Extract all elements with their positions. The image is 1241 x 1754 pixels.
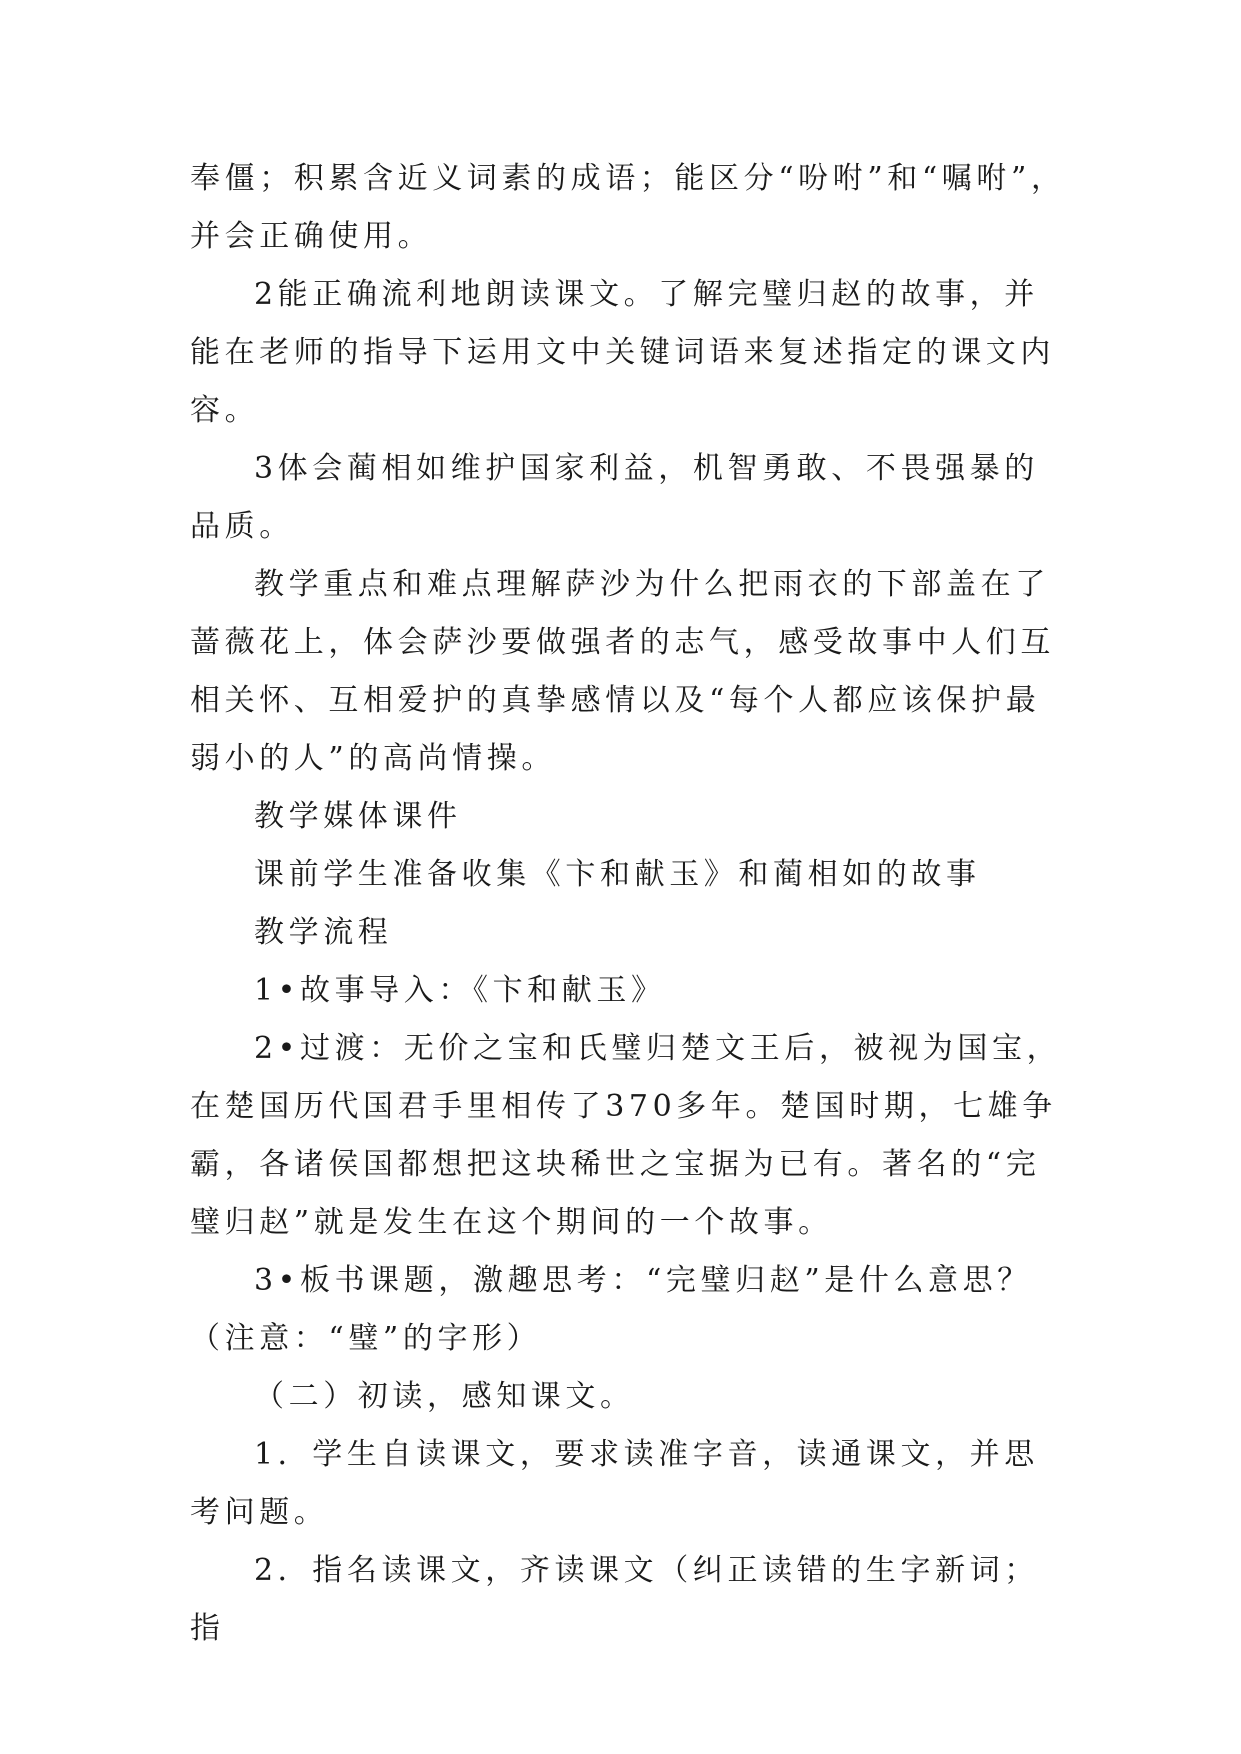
paragraph-9: 2•过渡：无价之宝和氏璧归楚文王后，被视为国宝，在楚国历代国君手里相传了370多年。楚国时期，七雄争霸，各诸侯国都想把这块稀世之宝据为已有。著名的“完璧归赵”就是发生在这个期间的一个故事。: [190, 1031, 1062, 1240]
paragraph-5: 教学媒体课件: [254, 799, 462, 834]
paragraph-1: 奉僵；积累含近义词素的成语；能区分“吩咐”和“嘱咐”，并会正确使用。: [190, 161, 1066, 254]
document-body: [190, 150, 1070, 1658]
paragraph-6: 课前学生准备收集《卞和献玉》和蔺相如的故事: [254, 857, 981, 892]
paragraph-4: 教学重点和难点理解萨沙为什么把雨衣的下部盖在了蔷薇花上，体会萨沙要做强者的志气，感受故事中人们互相关怀、互相爱护的真挚感情以及“每个人都应该保护最弱小的人”的高尚情操。: [190, 567, 1055, 776]
paragraph-8: 1•故事导入：《卞和献玉》: [254, 973, 666, 1008]
paragraph-3: 3体会蔺相如维护国家利益，机智勇敢、不畏强暴的品质。: [190, 451, 1039, 544]
paragraph-13: 2．指名读课文，齐读课文（纠正读错的生字新词；指: [190, 1553, 1039, 1646]
paragraph-2: 2能正确流利地朗读课文。了解完璧归赵的故事，并能在老师的指导下运用文中关键词语来复述指定的课文内容。: [190, 277, 1055, 428]
paragraph-11: （二）初读，感知课文。: [254, 1379, 635, 1414]
paragraph-10: 3•板书课题，激趣思考：“完璧归赵”是什么意思？（注意：“璧”的字形）: [190, 1263, 1032, 1356]
paragraph-12: 1．学生自读课文，要求读准字音，读通课文，并思考问题。: [190, 1437, 1039, 1530]
paragraph-7: 教学流程: [254, 915, 393, 950]
